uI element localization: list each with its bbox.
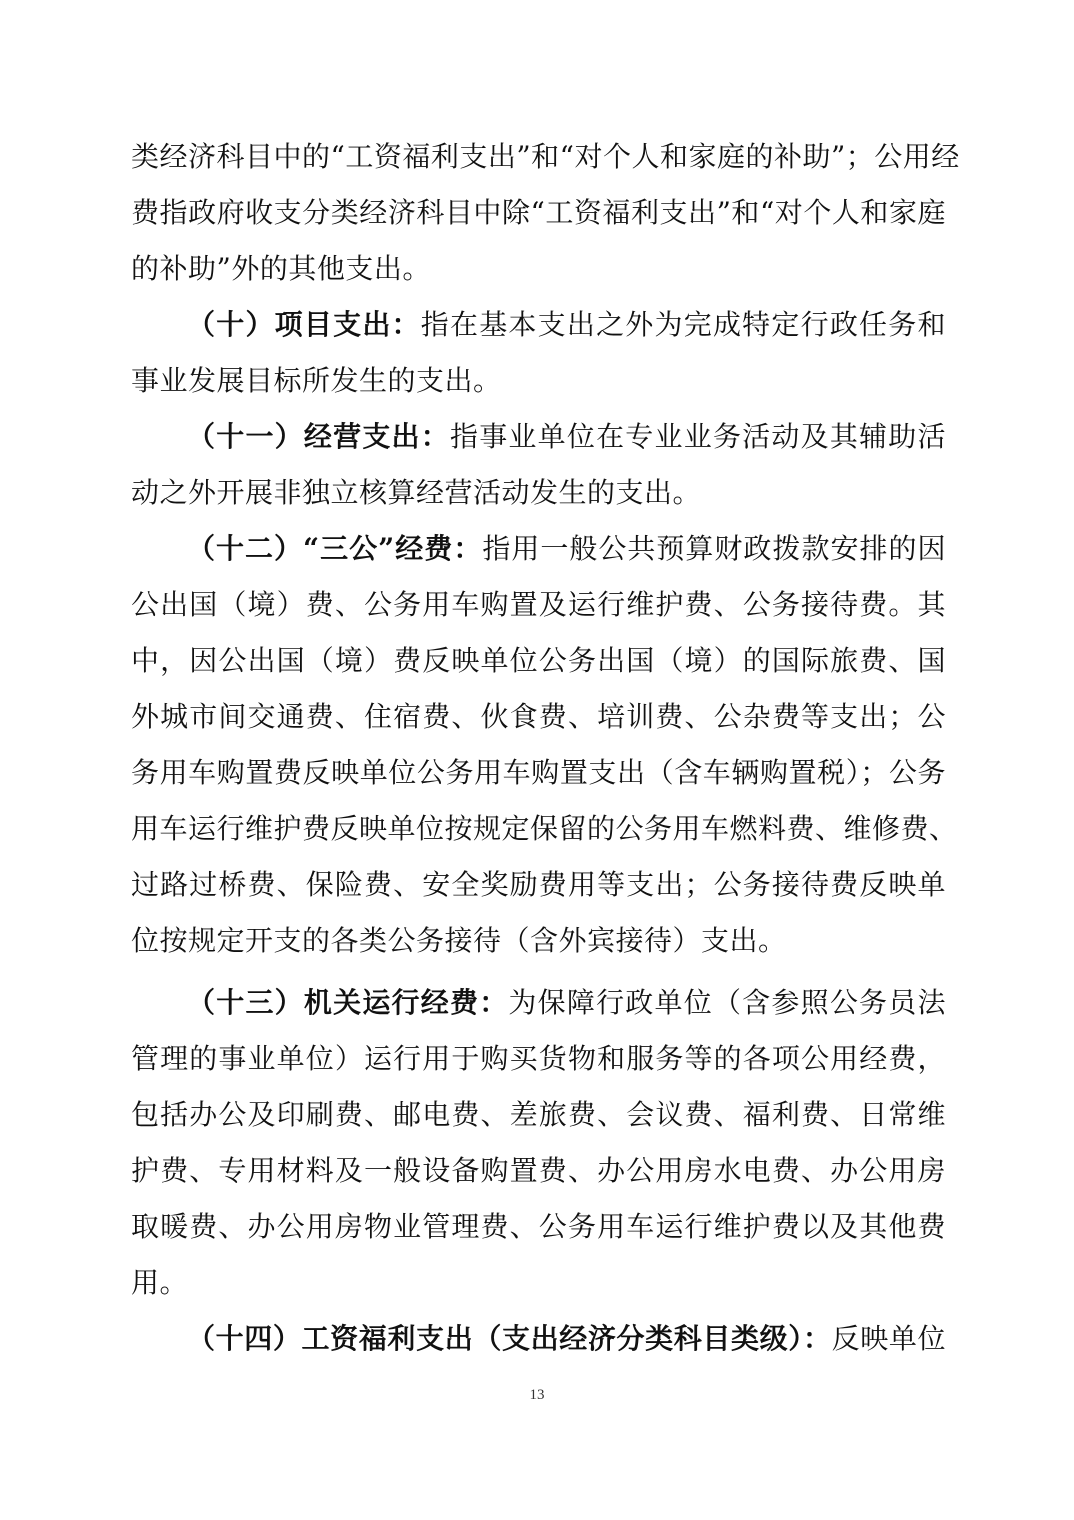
line-text: 事业发展目标所发生的支出。 [131, 364, 502, 397]
line-text: 动之外开展非独立核算经营活动发生的支出。 [131, 476, 702, 509]
line-text: 指在基本支出之外为完成特定行政任务和 [420, 308, 946, 341]
page-number: 13 [529, 1387, 545, 1403]
section-heading: （十二）“三公”经费： [187, 532, 483, 565]
line-text: 取暖费、办公用房物业管理费、公务用车运行维护费以及其他费 [131, 1210, 946, 1243]
line-text: 务用车购置费反映单位公务用车购置支出（含车辆购置税）；公务 [131, 756, 946, 789]
section-heading: （十）项目支出： [187, 308, 421, 341]
text-line [131, 865, 946, 905]
line-text: 包括办公及印刷费、邮电费、差旅费、会议费、福利费、日常维 [131, 1098, 946, 1131]
line-text: 指用一般公共预算财政拨款安排的因 [482, 532, 946, 565]
text-line [131, 697, 946, 737]
line-text: 外城市间交通费、住宿费、伙食费、培训费、公杂费等支出；公 [131, 700, 946, 733]
line-text: 为保障行政单位（含参照公务员法 [508, 986, 946, 1019]
text-line [131, 249, 946, 289]
text-line [131, 193, 946, 233]
line-text: 位按规定开支的各类公务接待（含外宾接待）支出。 [131, 924, 787, 957]
section-heading: （十一）经营支出： [187, 420, 450, 453]
line-text: 护费、专用材料及一般设备购置费、办公用房水电费、办公用房 [131, 1154, 946, 1187]
line-text: 中，因公出国（境）费反映单位公务出国（境）的国际旅费、国 [131, 644, 946, 677]
section-heading-line [187, 417, 946, 457]
text-line [131, 1151, 946, 1191]
line-text: 的补助”外的其他支出。 [131, 252, 431, 285]
section-heading-line [187, 1319, 946, 1359]
line-text: 管理的事业单位）运行用于购买货物和服务等的各项公用经费， [131, 1042, 946, 1075]
line-text: 类经济科目中的“工资福利支出”和“对个人和家庭的补助”；公用经 [131, 140, 960, 173]
section-heading-line [187, 305, 946, 345]
text-line [131, 921, 946, 961]
text-line [131, 473, 946, 513]
line-text: 反映单位 [831, 1322, 946, 1355]
text-line [131, 753, 946, 793]
text-line [131, 585, 946, 625]
line-text: 公出国（境）费、公务用车购置及运行维护费、公务接待费。其 [131, 588, 946, 621]
text-line [131, 809, 958, 849]
line-text: 指事业单位在专业业务活动及其辅助活 [449, 420, 946, 453]
section-heading: （十三）机关运行经费： [187, 986, 509, 1019]
text-line [131, 1039, 946, 1079]
text-line [131, 1095, 946, 1135]
line-text: 费指政府收支分类经济科目中除“工资福利支出”和“对个人和家庭 [131, 196, 946, 229]
line-text: 过路过桥费、保险费、安全奖励费用等支出；公务接待费反映单 [131, 868, 946, 901]
line-text: 用。 [131, 1266, 189, 1299]
text-line [131, 1263, 946, 1303]
text-line [131, 361, 946, 401]
text-line [131, 1207, 946, 1247]
text-line [131, 137, 960, 177]
section-heading-line [187, 983, 946, 1023]
line-text: 用车运行维护费反映单位按规定保留的公务用车燃料费、维修费、 [131, 812, 958, 845]
section-heading: （十四）工资福利支出（支出经济分类科目类级）： [187, 1322, 832, 1355]
section-heading-line [187, 529, 946, 569]
text-line [131, 641, 946, 681]
